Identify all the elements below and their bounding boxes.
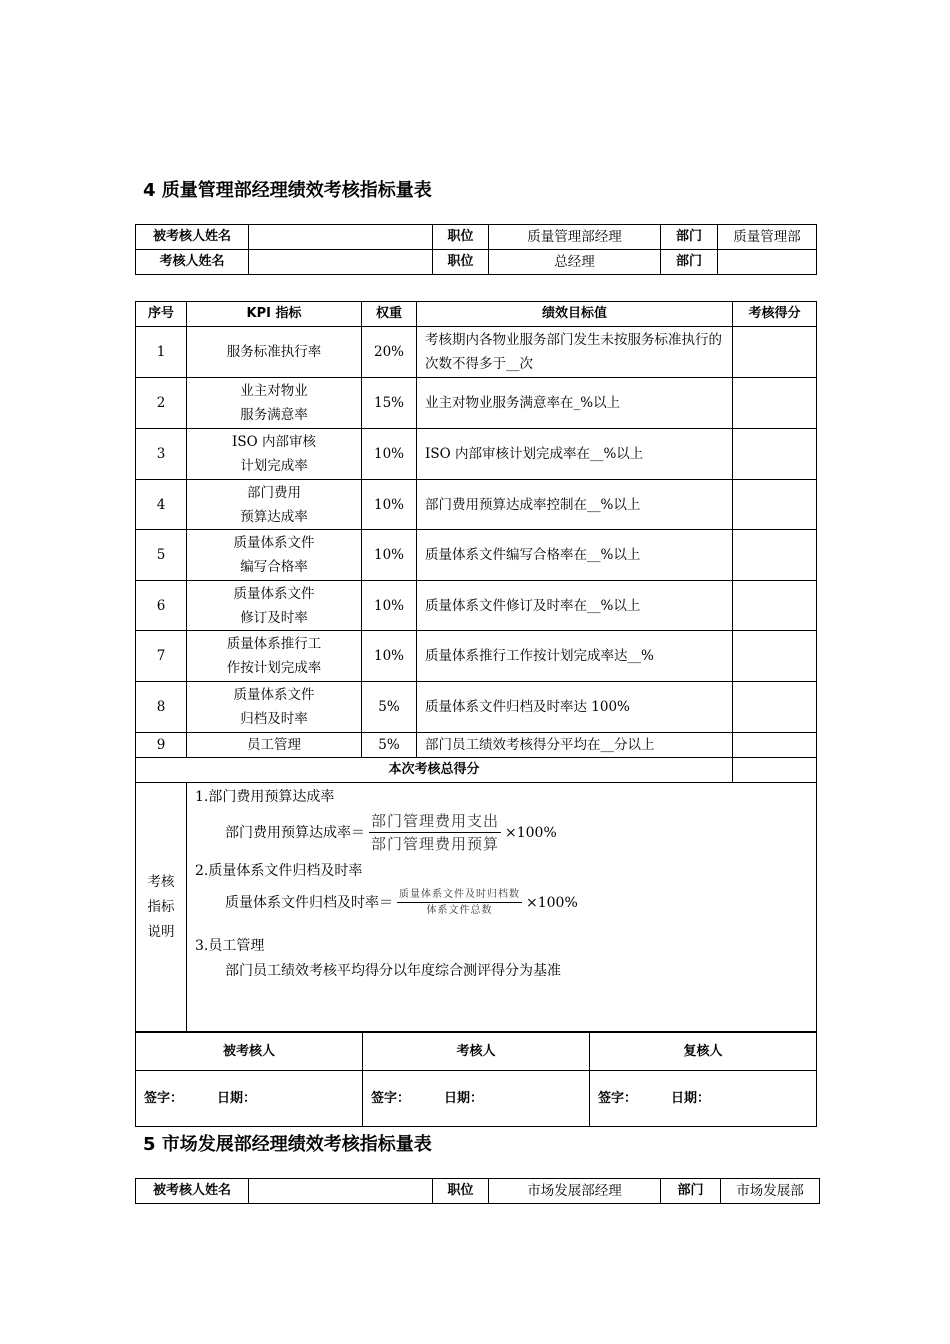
kpi-row-name: 质量体系文件 编写合格率 <box>187 530 362 581</box>
kpi-row <box>136 733 817 758</box>
note-item2-tail: ×100% <box>526 894 578 911</box>
appraiser-name-label: 考核人姓名 <box>136 250 249 275</box>
kpi-row-score[interactable] <box>733 480 817 530</box>
s5-appraisee-name-label: 被考核人姓名 <box>136 1179 249 1204</box>
kpi-row-weight: 10% <box>362 581 417 631</box>
sig-cell-reviewer[interactable] <box>590 1071 817 1127</box>
notes-content <box>187 783 817 1032</box>
kpi-row-no: 9 <box>136 733 187 758</box>
kpi-row-score[interactable] <box>733 378 817 429</box>
s5-appraisee-position-value: 市场发展部经理 <box>489 1179 661 1204</box>
kpi-row <box>136 378 817 429</box>
kpi-row <box>136 480 817 530</box>
note-item1-lhs: 部门费用预算达成率＝ <box>225 824 365 841</box>
kpi-row-target: 业主对物业服务满意率在_%以上 <box>417 378 733 429</box>
appraiser-dept-value[interactable] <box>718 250 817 275</box>
section4-header-table <box>135 224 817 275</box>
appraiser-position-label: 职位 <box>433 250 489 275</box>
notes-side-label: 考核 指标 说明 <box>136 783 187 1032</box>
total-score-value[interactable] <box>733 758 817 783</box>
note-item2-fraction <box>397 887 522 918</box>
kpi-row-target: 质量体系文件归档及时率达 100% <box>417 682 733 733</box>
kpi-row-weight: 5% <box>362 733 417 758</box>
kpi-row-name: 部门费用 预算达成率 <box>187 480 362 530</box>
kpi-row-no: 3 <box>136 429 187 480</box>
note-item1-denominator: 部门管理费用预算 <box>371 835 500 853</box>
note-item2-lhs: 质量体系文件归档及时率＝ <box>225 894 393 911</box>
s5-appraisee-dept-label: 部门 <box>661 1179 721 1204</box>
kpi-row-no: 4 <box>136 480 187 530</box>
kpi-row-target: 质量体系文件修订及时率在__%以上 <box>417 581 733 631</box>
kpi-row-weight: 10% <box>362 631 417 682</box>
kpi-row-no: 8 <box>136 682 187 733</box>
date-label: 日期： <box>671 1091 711 1106</box>
sig-cell-appraiser[interactable] <box>363 1071 590 1127</box>
note-item2-numerator: 质量体系文件及时归档数 <box>397 887 522 903</box>
appraisee-name-value[interactable] <box>249 225 433 250</box>
kpi-row-weight: 10% <box>362 480 417 530</box>
kpi-header-no: 序号 <box>136 302 187 327</box>
kpi-table <box>135 301 817 1032</box>
signature-table <box>135 1032 817 1127</box>
kpi-row-score[interactable] <box>733 429 817 480</box>
kpi-row <box>136 682 817 733</box>
kpi-row-target: 质量体系文件编写合格率在__%以上 <box>417 530 733 581</box>
kpi-row-no: 7 <box>136 631 187 682</box>
kpi-header-score: 考核得分 <box>733 302 817 327</box>
total-score-label: 本次考核总得分 <box>136 758 733 783</box>
kpi-row-score[interactable] <box>733 327 817 378</box>
kpi-row <box>136 429 817 480</box>
section5-title: 5 市场发展部经理绩效考核指标量表 <box>143 1134 432 1155</box>
kpi-row-score[interactable] <box>733 733 817 758</box>
note-item1-numerator: 部门管理费用支出 <box>369 810 501 833</box>
s5-appraisee-dept-value: 市场发展部 <box>721 1179 820 1204</box>
note-item2-formula <box>225 887 578 918</box>
date-label: 日期： <box>217 1091 257 1106</box>
sign-label: 签字： <box>144 1091 184 1106</box>
appraisee-dept-value: 质量管理部 <box>718 225 817 250</box>
kpi-row-target: 考核期内各物业服务部门发生未按服务标准执行的次数不得多于__次 <box>417 327 733 378</box>
appraiser-position-value: 总经理 <box>489 250 661 275</box>
note-item1-title: 1.部门费用预算达成率 <box>195 789 335 805</box>
kpi-row-target: 质量体系推行工作按计划完成率达__% <box>417 631 733 682</box>
appraisee-dept-label: 部门 <box>661 225 718 250</box>
kpi-row-score[interactable] <box>733 682 817 733</box>
kpi-row-name: 质量体系推行工 作按计划完成率 <box>187 631 362 682</box>
sig-head-appraisee: 被考核人 <box>136 1033 363 1071</box>
kpi-row <box>136 530 817 581</box>
appraisee-position-value: 质量管理部经理 <box>489 225 661 250</box>
kpi-row-no: 6 <box>136 581 187 631</box>
kpi-row <box>136 581 817 631</box>
note-item2-title: 2.质量体系文件归档及时率 <box>195 863 363 879</box>
kpi-row-no: 5 <box>136 530 187 581</box>
sign-label: 签字： <box>371 1091 411 1106</box>
section4-title: 4 质量管理部经理绩效考核指标量表 <box>143 180 432 201</box>
kpi-row-score[interactable] <box>733 581 817 631</box>
kpi-row-target: 部门员工绩效考核得分平均在__分以上 <box>417 733 733 758</box>
s5-appraisee-name-value[interactable] <box>249 1179 433 1204</box>
kpi-row-score[interactable] <box>733 530 817 581</box>
note-item3-title: 3.员工管理 <box>195 938 265 954</box>
date-label: 日期： <box>444 1091 484 1106</box>
kpi-row-no: 1 <box>136 327 187 378</box>
note-item2-denominator: 体系文件总数 <box>426 905 493 916</box>
kpi-row <box>136 327 817 378</box>
note-item1-formula <box>225 810 557 855</box>
s5-appraisee-position-label: 职位 <box>433 1179 489 1204</box>
note-item1-fraction <box>369 810 501 855</box>
kpi-row-weight: 5% <box>362 682 417 733</box>
kpi-row-weight: 20% <box>362 327 417 378</box>
kpi-row-target: ISO 内部审核计划完成率在__%以上 <box>417 429 733 480</box>
kpi-row-weight: 15% <box>362 378 417 429</box>
appraiser-dept-label: 部门 <box>661 250 718 275</box>
kpi-row-name: 员工管理 <box>187 733 362 758</box>
section5-header-table <box>135 1178 820 1204</box>
sig-head-reviewer: 复核人 <box>590 1033 817 1071</box>
kpi-row-weight: 10% <box>362 530 417 581</box>
sig-cell-appraisee[interactable] <box>136 1071 363 1127</box>
kpi-row <box>136 631 817 682</box>
kpi-row-name: 质量体系文件 归档及时率 <box>187 682 362 733</box>
sig-head-appraiser: 考核人 <box>363 1033 590 1071</box>
appraiser-name-value[interactable] <box>249 250 433 275</box>
kpi-header-weight: 权重 <box>362 302 417 327</box>
kpi-header-kpi: KPI 指标 <box>187 302 362 327</box>
note-item3-text: 部门员工绩效考核平均得分以年度综合测评得分为基准 <box>225 963 561 979</box>
kpi-row-weight: 10% <box>362 429 417 480</box>
kpi-row-target: 部门费用预算达成率控制在__%以上 <box>417 480 733 530</box>
appraisee-name-label: 被考核人姓名 <box>136 225 249 250</box>
kpi-row-name: ISO 内部审核 计划完成率 <box>187 429 362 480</box>
kpi-row-no: 2 <box>136 378 187 429</box>
kpi-row-name: 业主对物业 服务满意率 <box>187 378 362 429</box>
sign-label: 签字： <box>598 1091 638 1106</box>
kpi-row-name: 服务标准执行率 <box>187 327 362 378</box>
note-item1-tail: ×100% <box>505 824 557 841</box>
appraisee-position-label: 职位 <box>433 225 489 250</box>
kpi-row-name: 质量体系文件 修订及时率 <box>187 581 362 631</box>
kpi-header-target: 绩效目标值 <box>417 302 733 327</box>
kpi-row-score[interactable] <box>733 631 817 682</box>
